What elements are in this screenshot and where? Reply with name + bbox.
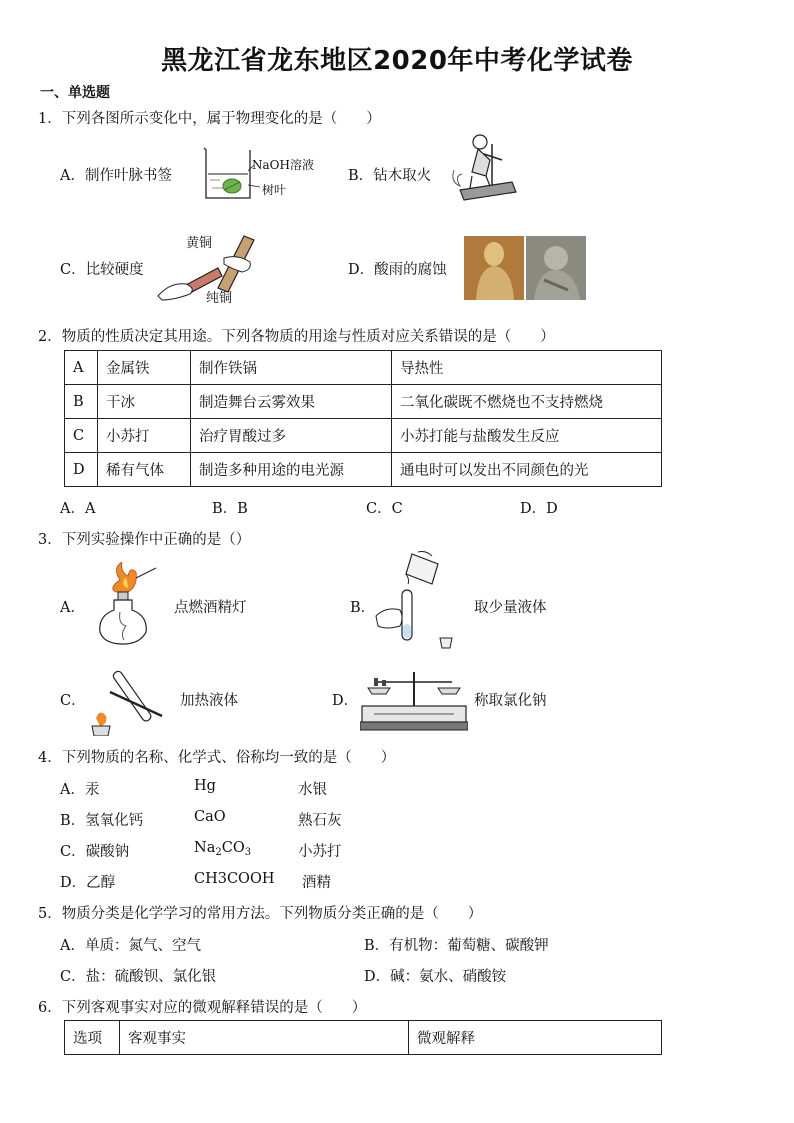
table-cell: C — [65, 419, 98, 453]
table-header-cell: 微观解释 — [409, 1021, 662, 1055]
alcohol-lamp-figure — [84, 562, 160, 646]
q4-a-label: A．汞 — [60, 782, 100, 798]
table-cell: 金属铁 — [98, 351, 191, 385]
table-cell: 干冰 — [98, 385, 191, 419]
table-cell: 小苏打 — [98, 419, 191, 453]
q1-c-label-brass: 黄铜 — [186, 236, 213, 251]
q3-a-text: 点燃酒精灯 — [174, 600, 247, 616]
formula-part: Na — [194, 840, 216, 856]
q5-option-a: A．单质：氮气、空气 — [60, 938, 201, 954]
q4-c-formula — [194, 840, 251, 858]
table-cell: 制造舞台云雾效果 — [191, 385, 392, 419]
table-cell: 制造多种用途的电光源 — [191, 453, 392, 487]
q2-option-d: D．D — [520, 501, 558, 517]
acid-rain-statues-photo — [464, 236, 586, 300]
q3-option-a: A． — [60, 600, 85, 616]
q1-option-c: C．比较硬度 — [60, 262, 144, 278]
q2-option-a: A．A — [60, 501, 96, 517]
balance-scale-figure — [360, 666, 468, 732]
table-cell: 小苏打能与盐酸发生反应 — [392, 419, 662, 453]
q3-option-c: C． — [60, 693, 86, 709]
q1-stem: 1．下列各图所示变化中，属于物理变化的是（ ） — [38, 111, 381, 127]
table-cell: 通电时可以发出不同颜色的光 — [392, 453, 662, 487]
table-cell: 导热性 — [392, 351, 662, 385]
table-cell: 稀有气体 — [98, 453, 191, 487]
table-row — [65, 351, 662, 385]
drill-fire-figure — [446, 130, 520, 204]
q5-option-c: C．盐：硫酸钡、氯化银 — [60, 969, 217, 985]
q4-c-label: C．碳酸钠 — [60, 844, 130, 860]
q3-option-b: B． — [350, 600, 376, 616]
formula-subscript: 2 — [215, 847, 222, 858]
q5-option-d: D．碱：氨水、硝酸铵 — [364, 969, 507, 985]
table-row — [65, 385, 662, 419]
q2-option-b: B．B — [212, 501, 248, 517]
table-cell: B — [65, 385, 98, 419]
q4-d-label: D．乙醇 — [60, 875, 116, 891]
q1-option-b: B．钻木取火 — [348, 168, 432, 184]
figure-pointer-lines — [248, 163, 278, 193]
formula-part: CO — [221, 840, 245, 856]
q5-option-b: B．有机物：葡萄糖、碳酸钾 — [364, 938, 549, 954]
section-heading: 一、单选题 — [40, 85, 110, 101]
q4-b-label: B．氢氧化钙 — [60, 813, 144, 829]
q4-d-formula: CH3COOH — [194, 871, 275, 887]
table-header-cell: 客观事实 — [120, 1021, 409, 1055]
q4-c-common: 小苏打 — [298, 844, 342, 860]
page-title: 黑龙江省龙东地区2020年中考化学试卷 — [161, 46, 633, 76]
table-cell: 治疗胃酸过多 — [191, 419, 392, 453]
q2-stem: 2．物质的性质决定其用途。下列各物质的用途与性质对应关系错误的是（ ） — [38, 329, 555, 345]
q4-stem: 4．下列物质的名称、化学式、俗称均一致的是（ ） — [38, 750, 396, 766]
q1-option-a: A．制作叶脉书签 — [60, 168, 172, 184]
pour-liquid-figure — [372, 550, 464, 650]
table-cell: D — [65, 453, 98, 487]
q1-a-label-naoh: NaOH溶液 — [252, 158, 314, 172]
q3-d-text: 称取氯化钠 — [474, 693, 547, 709]
q1-a-label-leaf: 树叶 — [262, 183, 287, 197]
table-cell: A — [65, 351, 98, 385]
table-row — [65, 419, 662, 453]
q1-c-label-copper: 纯铜 — [206, 291, 233, 306]
q5-stem: 5．物质分类是化学学习的常用方法。下列物质分类正确的是（ ） — [38, 906, 483, 922]
table-header-row — [65, 1021, 662, 1055]
q3-c-text: 加热液体 — [180, 693, 238, 709]
q3-option-d: D． — [332, 693, 359, 709]
table-cell: 二氧化碳既不燃烧也不支持燃烧 — [392, 385, 662, 419]
q6-stem: 6．下列客观事实对应的微观解释错误的是（ ） — [38, 1000, 367, 1016]
table-cell: 制作铁锅 — [191, 351, 392, 385]
table-row — [65, 453, 662, 487]
q1-option-d: D．酸雨的腐蚀 — [348, 262, 447, 278]
q2-option-c: C．C — [366, 501, 403, 517]
q4-a-common: 水银 — [298, 782, 327, 798]
q4-d-common: 酒精 — [302, 875, 331, 891]
q6-table — [64, 1020, 662, 1055]
q3-b-text: 取少量液体 — [474, 600, 547, 616]
q4-a-formula: Hg — [194, 778, 216, 794]
q3-stem: 3．下列实验操作中正确的是（） — [38, 532, 251, 548]
formula-subscript: 3 — [244, 847, 252, 858]
q4-b-common: 熟石灰 — [298, 813, 342, 829]
q2-table — [64, 350, 662, 487]
table-header-cell: 选项 — [65, 1021, 120, 1055]
q4-b-formula: CaO — [194, 809, 226, 825]
heat-liquid-figure — [86, 664, 166, 736]
